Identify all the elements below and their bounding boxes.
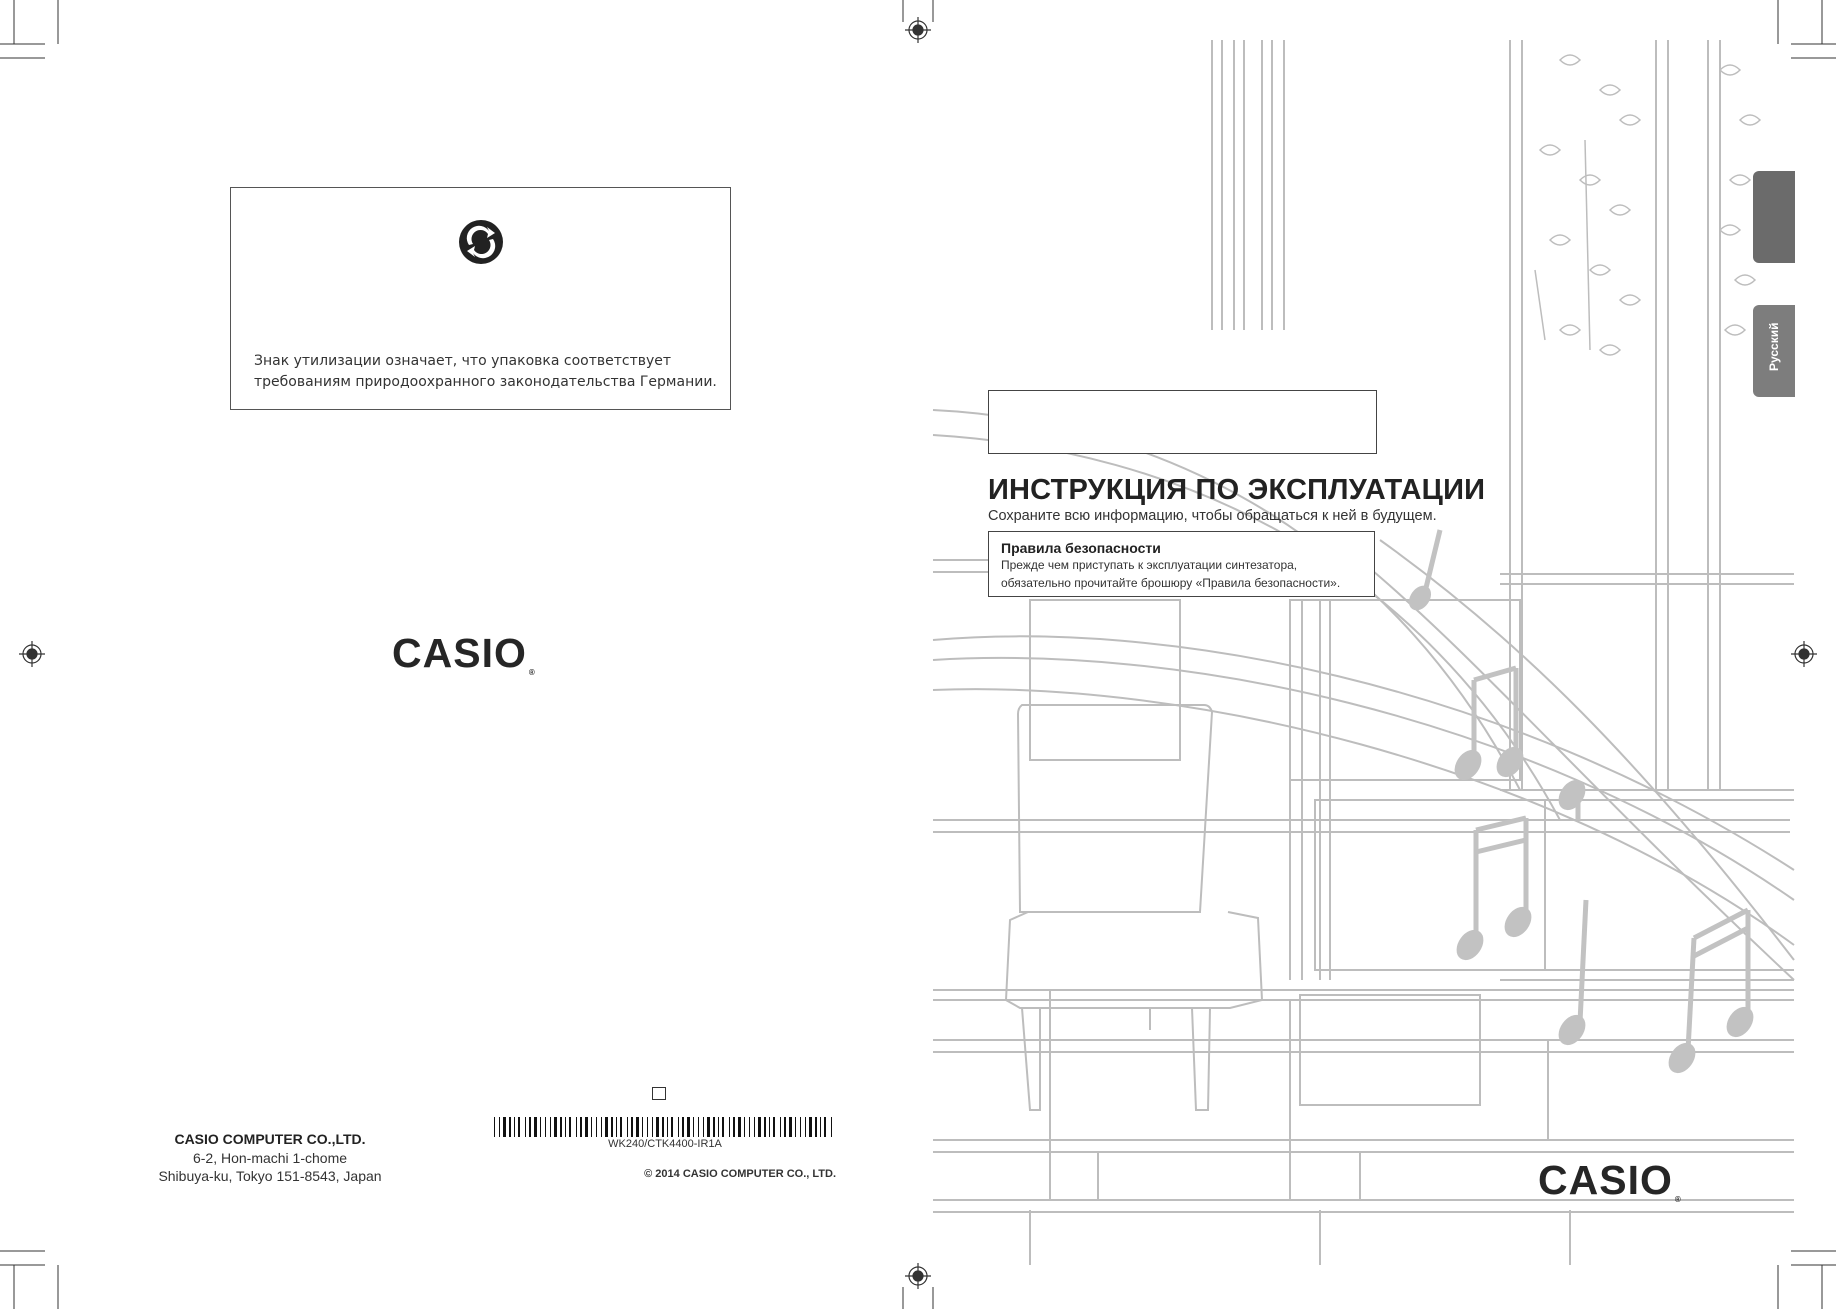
barcode-bar <box>758 1117 761 1137</box>
barcode-bar <box>749 1117 750 1137</box>
barcode-bar <box>499 1117 500 1137</box>
barcode-bar <box>540 1117 541 1137</box>
company-info <box>110 1130 430 1185</box>
barcode-bar <box>550 1117 551 1137</box>
barcode-bar <box>729 1117 730 1137</box>
checkbox-square-mark <box>652 1087 666 1100</box>
barcode-bar <box>764 1117 766 1137</box>
barcode-bar <box>596 1117 597 1137</box>
barcode-bar <box>611 1117 613 1137</box>
barcode-bar <box>494 1117 495 1137</box>
safety-notice-box <box>988 531 1375 597</box>
barcode-bar <box>647 1117 648 1137</box>
safety-line2: обязательно прочитайте брошюру «Правила безопасности». <box>1001 576 1341 590</box>
barcode-bar <box>652 1117 653 1137</box>
barcode-bar <box>591 1117 592 1137</box>
company-address-line2: Shibuya-ku, Tokyo 151-8543, Japan <box>158 1168 382 1184</box>
barcode-bar <box>620 1117 622 1137</box>
barcode-bar <box>780 1117 781 1137</box>
language-tab-blank <box>1753 171 1795 263</box>
barcode-bar <box>703 1117 704 1137</box>
casio-logo-front-text: CASIO <box>1538 1157 1673 1203</box>
barcode-bar <box>769 1117 770 1137</box>
barcode-bar <box>605 1117 608 1137</box>
barcode-bar <box>713 1117 715 1137</box>
casio-logo-front <box>1538 1157 1681 1204</box>
barcode-bar <box>738 1117 741 1137</box>
barcode-bar <box>687 1117 690 1137</box>
recycle-notice-line1: Знак утилизации означает, что упаковка соответствует <box>254 353 672 369</box>
barcode-bar <box>784 1117 786 1137</box>
barcode-bar <box>525 1117 526 1137</box>
safety-heading: Правила безопасности <box>1001 540 1161 556</box>
language-tab-label: Русский <box>1767 322 1781 371</box>
recycle-notice-line2: требованиям природоохранного законодательства Германии. <box>254 374 717 390</box>
green-dot-recycle-icon <box>458 219 504 265</box>
barcode-code: WK240/CTK4400-IR1A <box>608 1138 722 1150</box>
barcode-bar <box>733 1117 735 1137</box>
barcode-bar <box>627 1117 628 1137</box>
barcode-bar <box>707 1117 710 1137</box>
barcode-bar <box>678 1117 679 1137</box>
barcode-bar <box>773 1117 775 1137</box>
barcode-bar <box>554 1117 557 1137</box>
model-name-box <box>988 390 1377 454</box>
barcode-bar <box>560 1117 562 1137</box>
company-address-line1: 6-2, Hon-machi 1-chome <box>192 1150 348 1166</box>
barcode-bar <box>662 1117 664 1137</box>
barcode-bar <box>682 1117 684 1137</box>
barcode-bar <box>754 1117 755 1137</box>
barcode-bar <box>514 1117 515 1137</box>
barcode-bar <box>815 1117 817 1137</box>
barcode-bar <box>722 1117 724 1137</box>
barcode-bar <box>789 1117 792 1137</box>
barcode-bar <box>667 1117 668 1137</box>
registered-mark-front: ® <box>1674 1195 1681 1204</box>
barcode-bar <box>580 1117 582 1137</box>
barcode-bar <box>569 1117 571 1137</box>
barcode-bar <box>518 1117 520 1137</box>
barcode-bar <box>795 1117 796 1137</box>
barcode-bar <box>529 1117 531 1137</box>
barcode-bar <box>545 1117 546 1137</box>
casio-logo-back-text: CASIO <box>392 630 527 676</box>
barcode-bar <box>671 1117 673 1137</box>
barcode-bar <box>642 1117 643 1137</box>
barcode-bar <box>601 1117 602 1137</box>
barcode-bar <box>576 1117 577 1137</box>
casio-logo-back <box>392 630 535 677</box>
barcode <box>494 1117 836 1137</box>
company-name: CASIO COMPUTER CO.,LTD. <box>174 1131 366 1147</box>
barcode-bar <box>565 1117 566 1137</box>
recycle-notice-text <box>254 351 724 393</box>
barcode-bar <box>585 1117 588 1137</box>
barcode-bar <box>534 1117 537 1137</box>
barcode-bar <box>820 1117 821 1137</box>
barcode-bar <box>636 1117 639 1137</box>
barcode-bar <box>809 1117 812 1137</box>
registered-mark-back: ® <box>528 668 535 677</box>
barcode-bar <box>805 1117 806 1137</box>
barcode-bar <box>656 1117 659 1137</box>
barcode-bar <box>631 1117 633 1137</box>
barcode-bar <box>503 1117 506 1137</box>
barcode-bar <box>744 1117 745 1137</box>
cover-title: ИНСТРУКЦИЯ ПО ЭКСПЛУАТАЦИИ <box>988 474 1486 506</box>
cover-subtitle: Сохраните всю информацию, чтобы обращаться к ней в будущем. <box>988 508 1437 524</box>
barcode-bar <box>824 1117 826 1137</box>
barcode-bar <box>616 1117 617 1137</box>
barcode-bar <box>693 1117 694 1137</box>
barcode-bar <box>800 1117 801 1137</box>
barcode-bar <box>698 1117 699 1137</box>
barcode-bar <box>831 1117 832 1137</box>
safety-line1: Прежде чем приступать к эксплуатации синтезатора, <box>1001 558 1298 572</box>
barcode-bar <box>718 1117 719 1137</box>
copyright: © 2014 CASIO COMPUTER CO., LTD. <box>644 1168 836 1180</box>
barcode-bar <box>509 1117 511 1137</box>
